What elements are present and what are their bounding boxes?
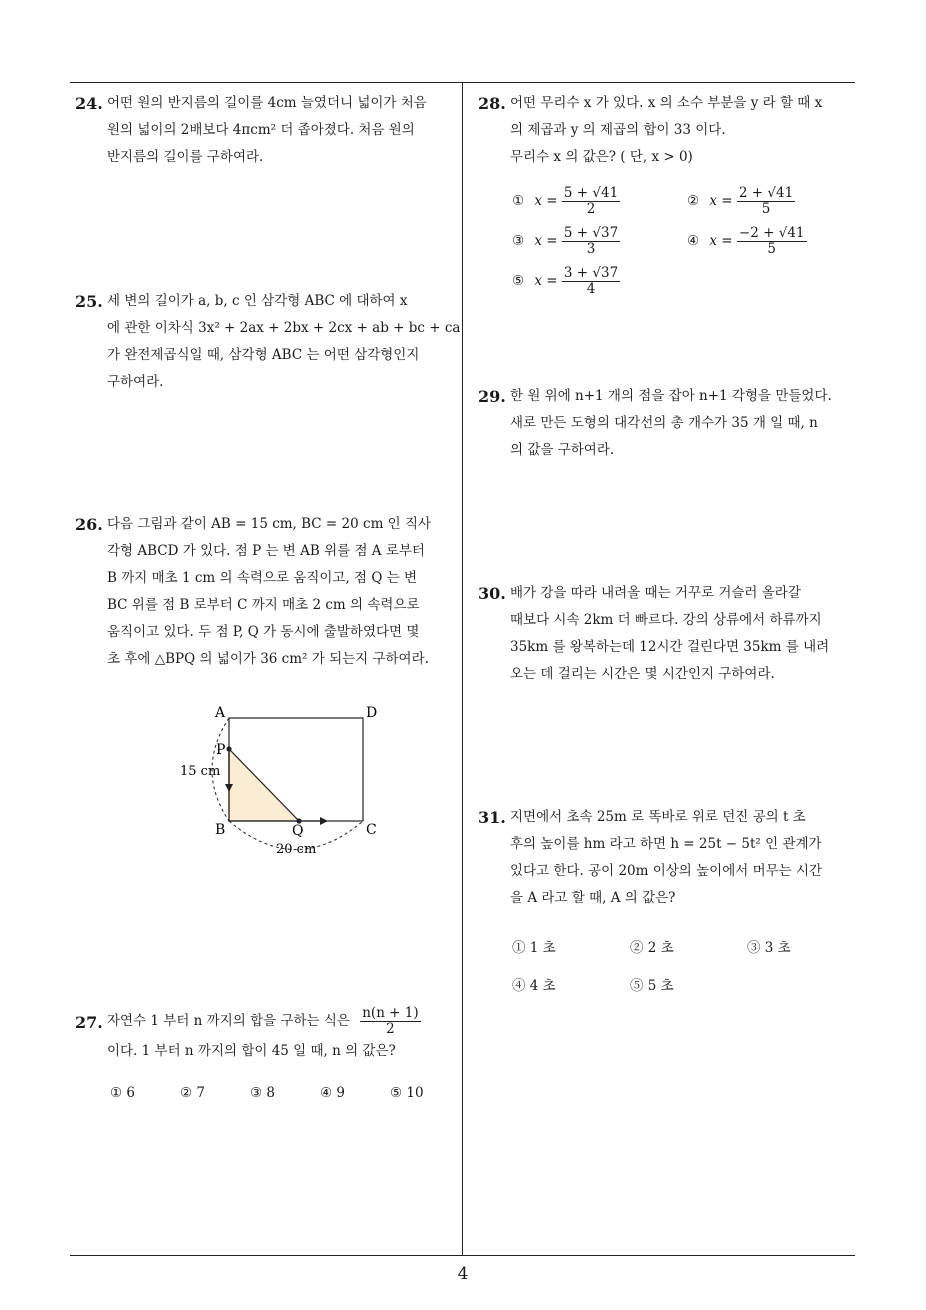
label-a: A xyxy=(215,705,226,721)
choice[interactable]: ③ 8 xyxy=(250,1085,275,1101)
question-text-line: 35km 를 왕복하는데 12시간 걸린다면 35km 를 내려 xyxy=(510,639,830,655)
point-p xyxy=(226,746,231,751)
question-text-line: 새로 만든 도형의 대각선의 총 개수가 35 개 일 때, n xyxy=(510,415,818,431)
question-text-line: 원의 넓이의 2배보다 4πcm² 더 좁아졌다. 처음 원의 xyxy=(107,122,415,138)
question-number: 25. xyxy=(75,292,103,311)
q28-choices xyxy=(512,186,852,306)
fraction-numerator: 3 + √37 xyxy=(563,265,619,281)
question-text-line: 오는 데 걸리는 시간은 몇 시간인지 구하여라. xyxy=(510,666,775,682)
fraction-denominator: 4 xyxy=(586,281,596,297)
question-text-line: B 까지 매초 1 cm 의 속력으로 움직이고, 점 Q 는 변 xyxy=(107,570,418,586)
choice[interactable]: ⑤ 10 xyxy=(390,1085,424,1101)
choice-mark: ⑤ xyxy=(512,273,525,289)
fraction-denominator: 5 xyxy=(761,201,771,217)
question-text-line: 있다고 한다. 공이 20m 이상의 높이에서 머무는 시간 xyxy=(510,863,823,879)
label-c: C xyxy=(366,822,377,838)
question-28 xyxy=(478,90,863,171)
question-text-line: 구하여라. xyxy=(107,374,164,390)
shaded-triangle-bpq xyxy=(229,749,299,821)
fraction-denominator: 2 xyxy=(586,201,596,217)
question-number: 31. xyxy=(478,808,506,827)
choice[interactable] xyxy=(687,186,795,217)
fraction xyxy=(562,226,620,257)
choice-mark: ② xyxy=(687,193,700,209)
question-number: 24. xyxy=(75,94,103,113)
fraction xyxy=(737,186,795,217)
column-divider xyxy=(462,82,463,1255)
label-q: Q xyxy=(292,823,304,839)
question-text-line: 때보다 시속 2km 더 빠르다. 강의 상류에서 하류까지 xyxy=(510,612,822,628)
question-text-line: 후의 높이를 hm 라고 하면 h = 25t − 5t² 인 관계가 xyxy=(510,836,822,852)
question-number: 28. xyxy=(478,94,506,113)
question-text-line: 의 제곱과 y 의 제곱의 합이 33 이다. xyxy=(510,122,726,138)
question-number: 30. xyxy=(478,584,506,603)
choice[interactable]: ② 2 초 xyxy=(630,940,674,956)
fraction-denominator: 2 xyxy=(386,1021,395,1037)
question-text-line: 다음 그림과 같이 AB = 15 cm, BC = 20 cm 인 직사 xyxy=(107,516,432,532)
fraction xyxy=(360,1006,420,1037)
question-text-line: 에 관한 이차식 3x² + 2ax + 2bx + 2cx + ab + bc + ca xyxy=(107,320,461,336)
choice-mark: ④ xyxy=(687,233,700,249)
choice-lhs: x = xyxy=(534,273,558,289)
fraction-numerator: 5 + √37 xyxy=(563,225,619,241)
question-text-line: 을 A 라고 할 때, A 의 값은? xyxy=(510,890,676,906)
question-text-line: 이다. 1 부터 n 까지의 합이 45 일 때, n 의 값은? xyxy=(107,1043,396,1059)
fraction xyxy=(562,186,620,217)
choice[interactable]: ④ 9 xyxy=(320,1085,345,1101)
question-number: 27. xyxy=(75,1013,103,1032)
label-p: P xyxy=(216,742,226,758)
question-27 xyxy=(75,1004,460,1065)
fraction-denominator: 3 xyxy=(586,241,596,257)
choice-mark: ③ xyxy=(512,233,525,249)
question-24 xyxy=(75,90,460,171)
label-d: D xyxy=(366,705,378,721)
question-text-line: 한 원 위에 n+1 개의 점을 잡아 n+1 각형을 만들었다. xyxy=(510,388,832,404)
q27-choices xyxy=(110,1085,460,1105)
fraction-numerator: −2 + √41 xyxy=(738,225,805,241)
question-text-line: 어떤 무리수 x 가 있다. x 의 소수 부분을 y 라 할 때 x xyxy=(510,95,823,111)
arrowhead-right-icon xyxy=(320,817,328,825)
fraction-numerator: 2 + √41 xyxy=(738,185,794,201)
question-26 xyxy=(75,511,460,673)
question-text-line: BC 위를 점 B 로부터 C 까지 매초 2 cm 의 속력으로 xyxy=(107,597,420,613)
choice[interactable] xyxy=(512,226,620,257)
choice-mark: ① xyxy=(512,193,525,209)
choice-lhs: x = xyxy=(709,233,733,249)
fraction-denominator: 5 xyxy=(767,241,776,257)
question-text-line: 초 후에 △BPQ 의 넓이가 36 cm² 가 되는지 구하여라. xyxy=(107,651,429,667)
choice[interactable]: ④ 4 초 xyxy=(512,978,556,994)
fraction xyxy=(737,226,807,257)
question-text-line: 자연수 1 부터 n 까지의 합을 구하는 식은 xyxy=(107,1013,350,1029)
bottom-rule xyxy=(70,1255,855,1256)
question-text-line: 세 변의 길이가 a, b, c 인 삼각형 ABC 에 대하여 x xyxy=(107,293,408,309)
question-31 xyxy=(478,804,863,912)
question-text-line: 어떤 원의 반지름의 길이를 4cm 늘였더니 넓이가 처음 xyxy=(107,95,427,111)
question-text-line: 각형 ABCD 가 있다. 점 P 는 변 AB 위를 점 A 로부터 xyxy=(107,543,425,559)
question-25 xyxy=(75,288,460,396)
question-text-line: 배가 강을 따라 내려올 때는 거꾸로 거슬러 올라갈 xyxy=(510,585,801,601)
question-29 xyxy=(478,383,863,464)
page-number: 4 xyxy=(457,1264,469,1284)
choice[interactable] xyxy=(687,226,807,257)
rectangle-figure xyxy=(170,700,400,860)
fraction-numerator: 5 + √41 xyxy=(563,185,619,201)
question-text-line: 의 값을 구하여라. xyxy=(510,442,615,458)
choice[interactable]: ③ 3 초 xyxy=(747,940,791,956)
choice[interactable]: ⑤ 5 초 xyxy=(630,978,674,994)
label-side-bc: 20 cm xyxy=(276,842,317,857)
label-b: B xyxy=(215,822,226,838)
question-number: 29. xyxy=(478,387,506,406)
choice-lhs: x = xyxy=(534,193,558,209)
choice-lhs: x = xyxy=(534,233,558,249)
fraction xyxy=(562,266,620,297)
fraction-numerator: n(n + 1) xyxy=(362,1005,419,1021)
question-number: 26. xyxy=(75,515,103,534)
q31-choices xyxy=(512,936,852,996)
question-text-line: 가 완전제곱식일 때, 삼각형 ABC 는 어떤 삼각형인지 xyxy=(107,347,420,363)
label-side-ab: 15 cm xyxy=(180,764,221,779)
choice[interactable]: ① 6 xyxy=(110,1085,135,1101)
question-text-line: 움직이고 있다. 두 점 P, Q 가 동시에 출발하였다면 몇 xyxy=(107,624,420,640)
choice[interactable]: ② 7 xyxy=(180,1085,205,1101)
choice[interactable] xyxy=(512,266,620,297)
question-text-line: 무리수 x 의 값은? ( 단, x > 0) xyxy=(510,149,693,165)
choice[interactable] xyxy=(512,186,620,217)
choice-lhs: x = xyxy=(709,193,733,209)
question-30 xyxy=(478,580,863,688)
question-text-line: 지면에서 초속 25m 로 똑바로 위로 던진 공의 t 초 xyxy=(510,809,806,825)
choice[interactable]: ① 1 초 xyxy=(512,940,556,956)
question-text-line: 반지름의 길이를 구하여라. xyxy=(107,149,264,165)
